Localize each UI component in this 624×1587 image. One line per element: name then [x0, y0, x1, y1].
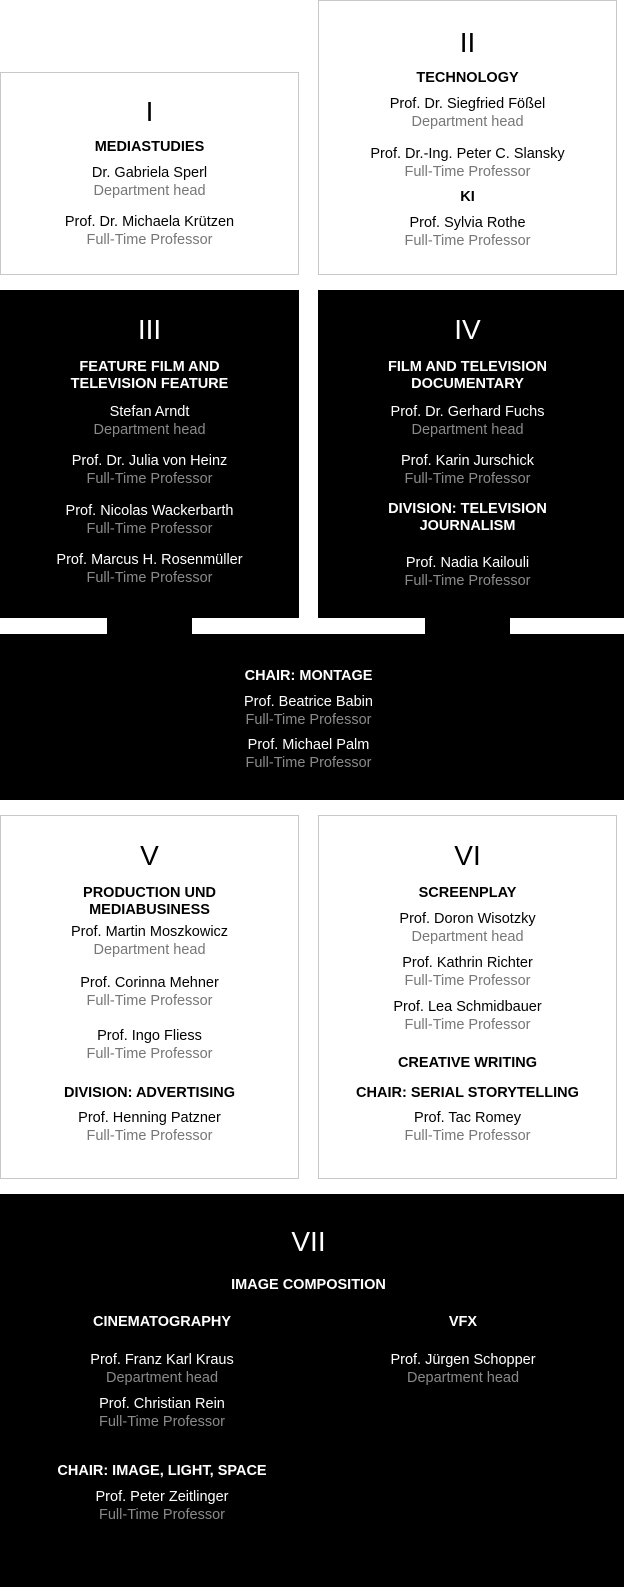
person-role: Department head: [406, 1370, 520, 1386]
person-role: Department head: [411, 114, 524, 130]
person-name: Prof. Franz Karl Kraus: [90, 1352, 234, 1368]
department-card-6: [318, 815, 617, 1179]
department-numeral: III: [137, 314, 162, 345]
connector: [425, 617, 510, 635]
person-role: Full-Time Professor: [404, 973, 531, 989]
person-name: Dr. Gabriela Sperl: [91, 165, 208, 181]
person-name: Prof. Michael Palm: [247, 737, 370, 753]
department-title-line-2: MEDIABUSINESS: [89, 902, 210, 918]
person-role: Department head: [93, 422, 206, 438]
person-role: Full-Time Professor: [99, 1414, 225, 1430]
person-name: Prof. Ingo Fliess: [97, 1028, 202, 1044]
person-name: Prof. Tac Romey: [414, 1110, 521, 1126]
department-numeral: II: [459, 27, 476, 58]
person-role: Full-Time Professor: [404, 471, 531, 487]
vfx-column: [310, 1194, 616, 1587]
person-role: Department head: [93, 942, 206, 958]
person-name: Prof. Peter Zeitlinger: [95, 1489, 229, 1505]
person-name: Prof. Sylvia Rothe: [409, 215, 526, 231]
person-name: Prof. Karin Jurschick: [401, 453, 534, 469]
department-title: TECHNOLOGY: [416, 70, 519, 86]
division-title-line-2: JOURNALISM: [419, 518, 516, 534]
department-card-7: [0, 1194, 624, 1587]
person-name: Prof. Henning Patzner: [78, 1110, 221, 1126]
division-title: DIVISION: ADVERTISING: [63, 1085, 236, 1101]
department-title-line-2: TELEVISION FEATURE: [70, 376, 229, 392]
department-numeral: I: [145, 96, 154, 127]
person-role: Full-Time Professor: [86, 993, 213, 1009]
department-numeral: VI: [454, 840, 481, 871]
division-title-line-1: DIVISION: TELEVISION: [388, 501, 547, 517]
person-role: Full-Time Professor: [86, 1046, 213, 1062]
chair-title: CHAIR: MONTAGE: [244, 668, 373, 684]
person-role: Full-Time Professor: [86, 232, 213, 248]
person-name: Prof. Christian Rein: [99, 1396, 225, 1412]
cinematography-column: [10, 1194, 314, 1587]
person-name: Prof. Dr. Michaela Krützen: [64, 214, 235, 230]
person-role: Full-Time Professor: [86, 570, 213, 586]
chair-title: CHAIR: IMAGE, LIGHT, SPACE: [57, 1463, 267, 1479]
department-numeral: V: [140, 840, 159, 871]
department-numeral: IV: [454, 314, 481, 345]
person-name: Prof. Corinna Mehner: [80, 975, 219, 991]
person-role: Full-Time Professor: [404, 1128, 531, 1144]
department-title-line-1: FILM AND TELEVISION: [388, 359, 547, 375]
person-role: Full-Time Professor: [245, 755, 372, 771]
person-role: Department head: [411, 929, 524, 945]
person-name: Prof. Jürgen Schopper: [390, 1352, 536, 1368]
person-role: Full-Time Professor: [86, 521, 213, 537]
person-role: Full-Time Professor: [245, 712, 372, 728]
person-name: Prof. Doron Wisotzky: [399, 911, 536, 927]
person-name: Stefan Arndt: [109, 404, 190, 420]
chair-title: CHAIR: SERIAL STORYTELLING: [356, 1085, 579, 1101]
department-title: IMAGE COMPOSITION: [231, 1277, 386, 1293]
person-role: Department head: [411, 422, 524, 438]
person-name: Prof. Kathrin Richter: [402, 955, 533, 971]
person-role: Full-Time Professor: [86, 471, 213, 487]
department-title-line-1: PRODUCTION UND: [83, 885, 216, 901]
department-numeral: VII: [291, 1226, 326, 1257]
person-name: Prof. Lea Schmidbauer: [393, 999, 542, 1015]
person-name: Prof. Marcus H. Rosenmüller: [56, 552, 243, 568]
division-title: CREATIVE WRITING: [397, 1055, 538, 1071]
department-title: SCREENPLAY: [418, 885, 517, 901]
person-role: Full-Time Professor: [404, 164, 531, 180]
person-name: Prof. Dr. Julia von Heinz: [71, 453, 228, 469]
person-role: Full-Time Professor: [86, 1128, 213, 1144]
person-name: Prof. Martin Moszkowicz: [70, 924, 229, 940]
department-card-3: [0, 290, 299, 618]
person-role: Department head: [93, 183, 206, 199]
department-card-1: [0, 72, 299, 275]
department-title-line-2: DOCUMENTARY: [411, 376, 524, 392]
division-title: VFX: [448, 1314, 478, 1330]
person-name: Prof. Beatrice Babin: [244, 694, 373, 710]
person-name: Prof. Dr.-Ing. Peter C. Slansky: [370, 146, 565, 162]
person-role: Full-Time Professor: [99, 1507, 225, 1523]
person-role: Full-Time Professor: [404, 233, 531, 249]
person-name: Prof. Nadia Kailouli: [405, 555, 530, 571]
person-role: Full-Time Professor: [404, 1017, 531, 1033]
department-card-4: [318, 290, 624, 618]
department-card-2: [318, 0, 617, 275]
person-name: Prof. Dr. Gerhard Fuchs: [390, 404, 545, 420]
department-title: MEDIASTUDIES: [94, 139, 205, 155]
division-title: CINEMATOGRAPHY: [92, 1314, 232, 1330]
person-role: Department head: [105, 1370, 219, 1386]
montage-chair-card: [0, 634, 624, 800]
division-title: KI: [460, 189, 475, 205]
connector: [107, 617, 192, 635]
department-card-5: [0, 815, 299, 1179]
department-title-line-1: FEATURE FILM AND: [79, 359, 220, 375]
person-name: Prof. Nicolas Wackerbarth: [65, 503, 234, 519]
person-role: Full-Time Professor: [404, 573, 531, 589]
person-name: Prof. Dr. Siegfried Fößel: [389, 96, 546, 112]
